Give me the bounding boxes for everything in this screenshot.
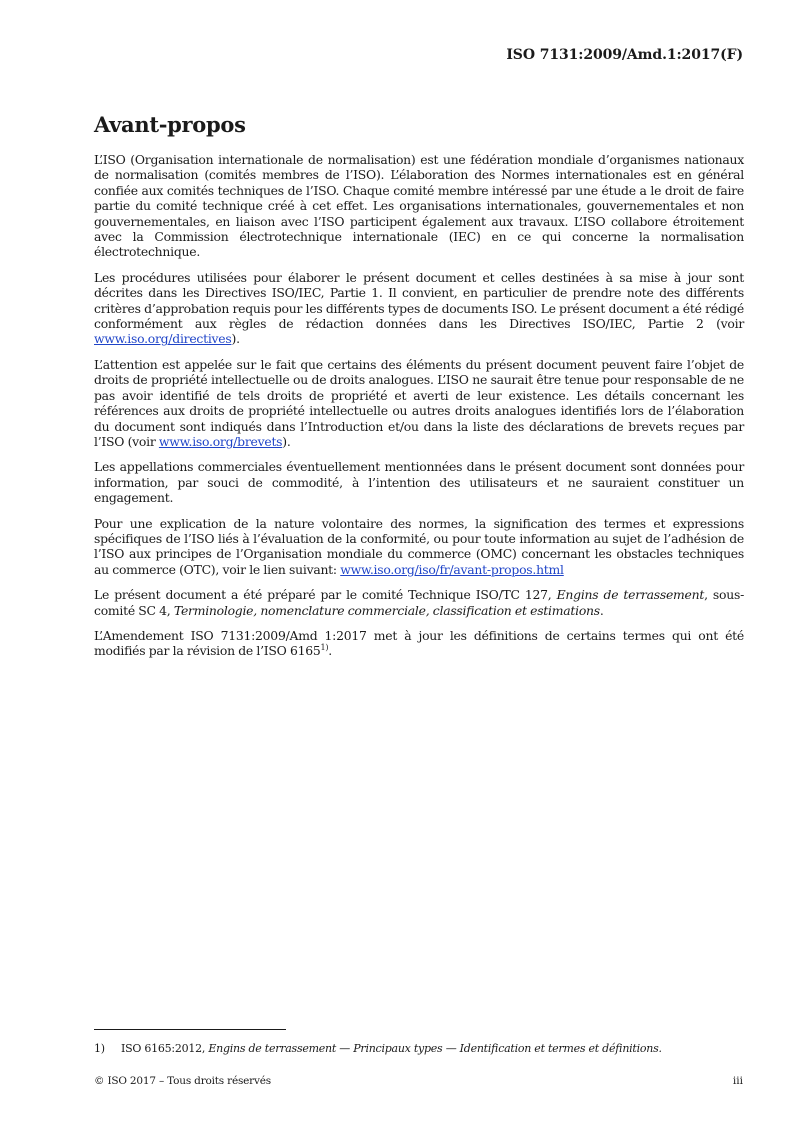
paragraph-patents-text: L’attention est appelée sur le fait que certains des éléments du présent document peuvent faire l’objet de droits de propriété intellectuelle ou de droits analogues. L’ISO ne saurait être tenue pour responsable de ne pas avoir identifié de tels droits de propriété et averti de leur existence. Les détails concernant les références aux droits de propriété intellectuelle ou autres droits analogues identifiés lors de l’élaboration du document sont indiqués dans l’Introduction et/ou dans la liste des déclarations de brevets reçues par l’ISO (voir: [94, 356, 744, 449]
directives-link[interactable]: www.iso.org/directives: [94, 331, 232, 347]
committee-text-a: Le présent document a été préparé par le comité Technique ISO/TC 127,: [94, 587, 557, 603]
paragraph-patents: [94, 357, 744, 449]
paragraph-committee: [94, 587, 744, 618]
page-number: iii: [732, 1075, 743, 1087]
copyright-notice: © ISO 2017 – Tous droits réservés: [94, 1075, 271, 1087]
paragraph-amendment: [94, 628, 744, 659]
footnote-title: Engins de terrassement — Principaux types — Identification et termes et définitions.: [208, 1042, 662, 1055]
footnote-number: 1): [94, 1042, 105, 1055]
paragraph-procedures-text: Les procédures utilisées pour élaborer le présent document et celles destinées à sa mise à jour sont décrites dans les Directives ISO/IEC, Partie 1. Il convient, en particulier de prendre note des différents critères d’approbation requis pour les différents types de documents ISO. Le présent document a été rédigé conformément aux règles de rédaction données dans les Directives ISO/IEC, Partie 2 (voir: [94, 269, 744, 332]
patents-link[interactable]: www.iso.org/brevets: [158, 433, 283, 449]
footnote-divider: [94, 1029, 286, 1030]
footnote: [94, 1042, 744, 1055]
committee-text-b: , sous-comité SC 4,: [94, 587, 745, 618]
amendment-end: .: [328, 643, 332, 659]
page-title: Avant-propos: [94, 112, 246, 137]
amendment-text: L’Amendement ISO 7131:2009/Amd 1:2017 met à jour les définitions de certains termes qui ont été modifiés par la révision de l’ISO 6165: [94, 627, 744, 659]
paragraph-voluntary-nature: [94, 516, 744, 578]
committee-text-c: .: [599, 602, 604, 618]
document-reference: ISO 7131:2009/Amd.1:2017(F): [506, 47, 743, 63]
paragraph-procedures-end: ).: [231, 331, 240, 347]
paragraph-trade-names: Les appellations commerciales éventuellement mentionnées dans le présent document sont données pour information, par souci de commodité, à l’intention des utilisateurs et ne sauraient constituer un engagement.: [94, 459, 744, 506]
subcommittee-name: Terminologie, nomenclature commerciale, classification et estimations: [173, 602, 600, 618]
paragraph-patents-end: ).: [282, 433, 291, 449]
committee-name: Engins de terrassement: [556, 587, 705, 603]
footnote-reference[interactable]: 1): [320, 643, 329, 653]
paragraph-procedures: [94, 270, 744, 347]
paragraph-iso-intro: L’ISO (Organisation internationale de normalisation) est une fédération mondiale d’organismes nationaux de normalisation (comités membres de l’ISO). L’élaboration des Normes internationales est en général confiée aux comités techniques de l’ISO. Chaque comité membre intéressé par une étude a le droit de faire partie du comité technique créé à cet effet. Les organisations internationales, gouvernementales et non gouvernementales, en liaison avec l’ISO participent également aux travaux. L’ISO collabore étroitement avec la Commission électrotechnique internationale (IEC) en ce qui concerne la normalisation électrotechnique.: [94, 152, 744, 260]
foreword-body: [94, 152, 744, 669]
footnote-text: ISO 6165:2012,: [121, 1042, 209, 1055]
foreword-link[interactable]: www.iso.org/iso/fr/avant-propos.html: [340, 561, 564, 577]
paragraph-voluntary-text: Pour une explication de la nature volontaire des normes, la signification des termes et expressions spécifiques de l’ISO liés à l’évaluation de la conformité, ou pour toute information au sujet de l’adhésion de l’ISO aux principes de l’Organisation mondiale du commerce (OMC) concernant les obstacles techniques au commerce (OTC), voir le lien suivant:: [94, 515, 744, 577]
